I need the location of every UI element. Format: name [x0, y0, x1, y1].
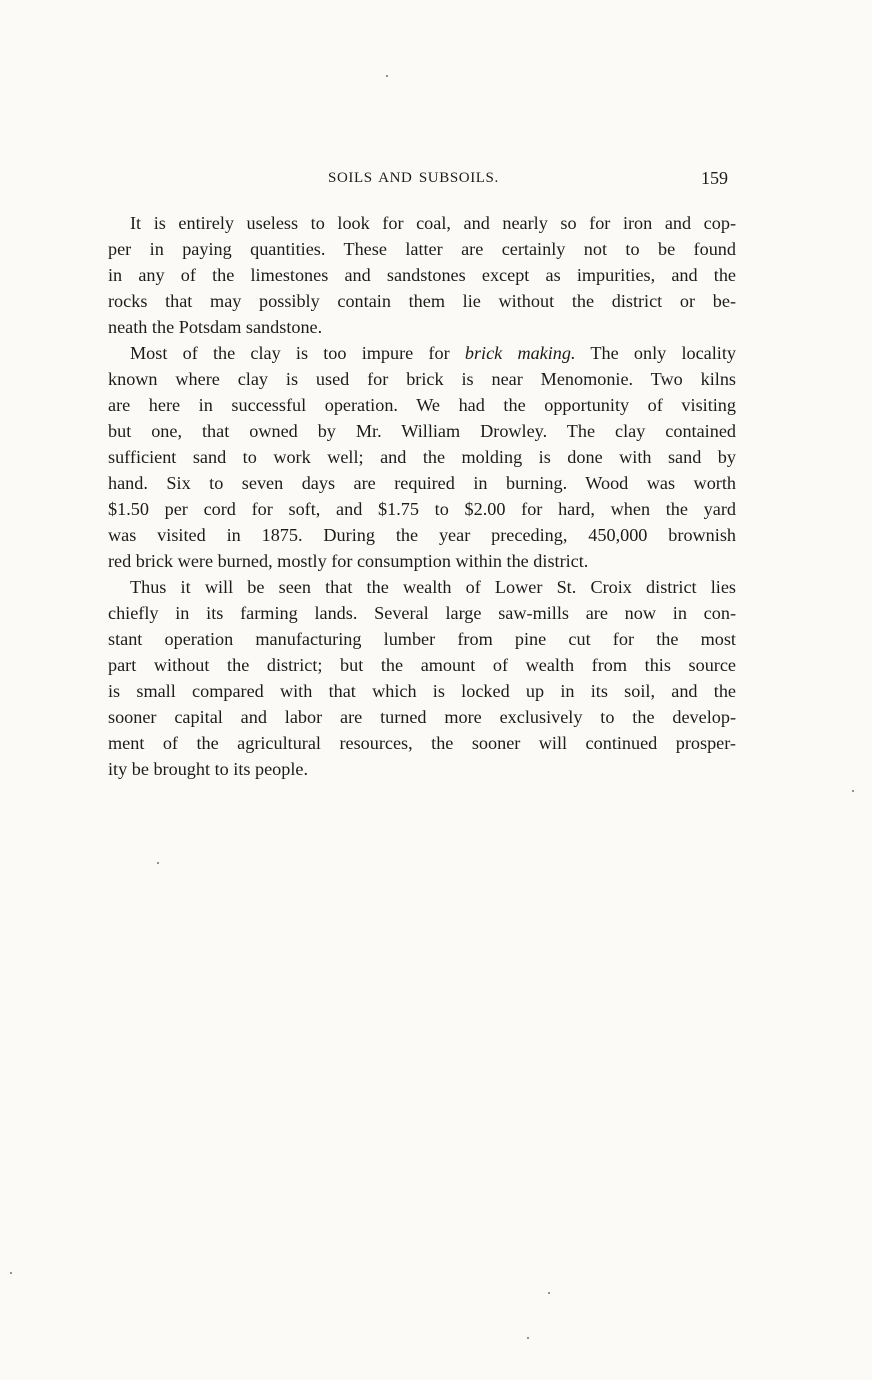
- scan-speck: [386, 75, 388, 77]
- text-line: stant operation manufacturing lumber from pine cut for the most: [108, 629, 736, 649]
- text-line: Thus it will be seen that the wealth of Lower St. Croix district lies: [130, 577, 736, 597]
- text-line: chiefly in its farming lands. Several large saw-mills are now in con-: [108, 603, 736, 623]
- text-line: red brick were burned, mostly for consumption within the district.: [108, 551, 589, 571]
- text-line: ment of the agricultural resources, the sooner will continued prosper-: [108, 733, 736, 753]
- text-line: [108, 340, 736, 366]
- text-line: but one, that owned by Mr. William Drowley. The clay contained: [108, 421, 736, 441]
- text-line: $1.50 per cord for soft, and $1.75 to $2.00 for hard, when the yard: [108, 499, 736, 519]
- text-line: neath the Potsdam sandstone.: [108, 317, 323, 337]
- scan-speck: [157, 862, 159, 864]
- text-line: sooner capital and labor are turned more exclusively to the develop-: [108, 707, 736, 727]
- text-line: is small compared with that which is locked up in its soil, and the: [108, 681, 736, 701]
- scan-speck: [548, 1292, 550, 1294]
- running-title: SOILS AND SUBSOILS.: [328, 170, 499, 186]
- text-line: rocks that may possibly contain them lie without the district or be-: [108, 291, 736, 311]
- text-line: sufficient sand to work well; and the molding is done with sand by: [108, 447, 736, 467]
- italic-term: brick making.: [464, 343, 576, 363]
- text-line: are here in successful operation. We had the opportunity of visiting: [108, 395, 736, 415]
- text-line: It is entirely useless to look for coal, and nearly so for iron and cop-: [130, 213, 736, 233]
- page-number: 159: [701, 168, 728, 188]
- text-line: hand. Six to seven days are required in burning. Wood was worth: [108, 473, 736, 493]
- scan-speck: [527, 1337, 529, 1339]
- text-line: ity be brought to its people.: [108, 759, 309, 779]
- text-line: was visited in 1875. During the year preceding, 450,000 brownish: [108, 525, 736, 545]
- text-run: Most of the clay is too impure for: [130, 343, 465, 363]
- paragraph-wealth: [108, 574, 736, 782]
- scan-speck: [10, 1272, 12, 1274]
- text-line: part without the district; but the amount of wealth from this source: [108, 655, 736, 675]
- body-text: [108, 210, 736, 782]
- scan-speck: [852, 790, 854, 792]
- text-line: known where clay is used for brick is near Menomonie. Two kilns: [108, 369, 736, 389]
- text-line: per in paying quantities. These latter are certainly not to be found: [108, 239, 736, 259]
- text-line: in any of the limestones and sandstones except as impurities, and the: [108, 265, 736, 285]
- paragraph-brick-making: [108, 340, 736, 574]
- text-run: The only locality: [575, 343, 736, 363]
- paragraph-coal-iron-copper: [108, 210, 736, 340]
